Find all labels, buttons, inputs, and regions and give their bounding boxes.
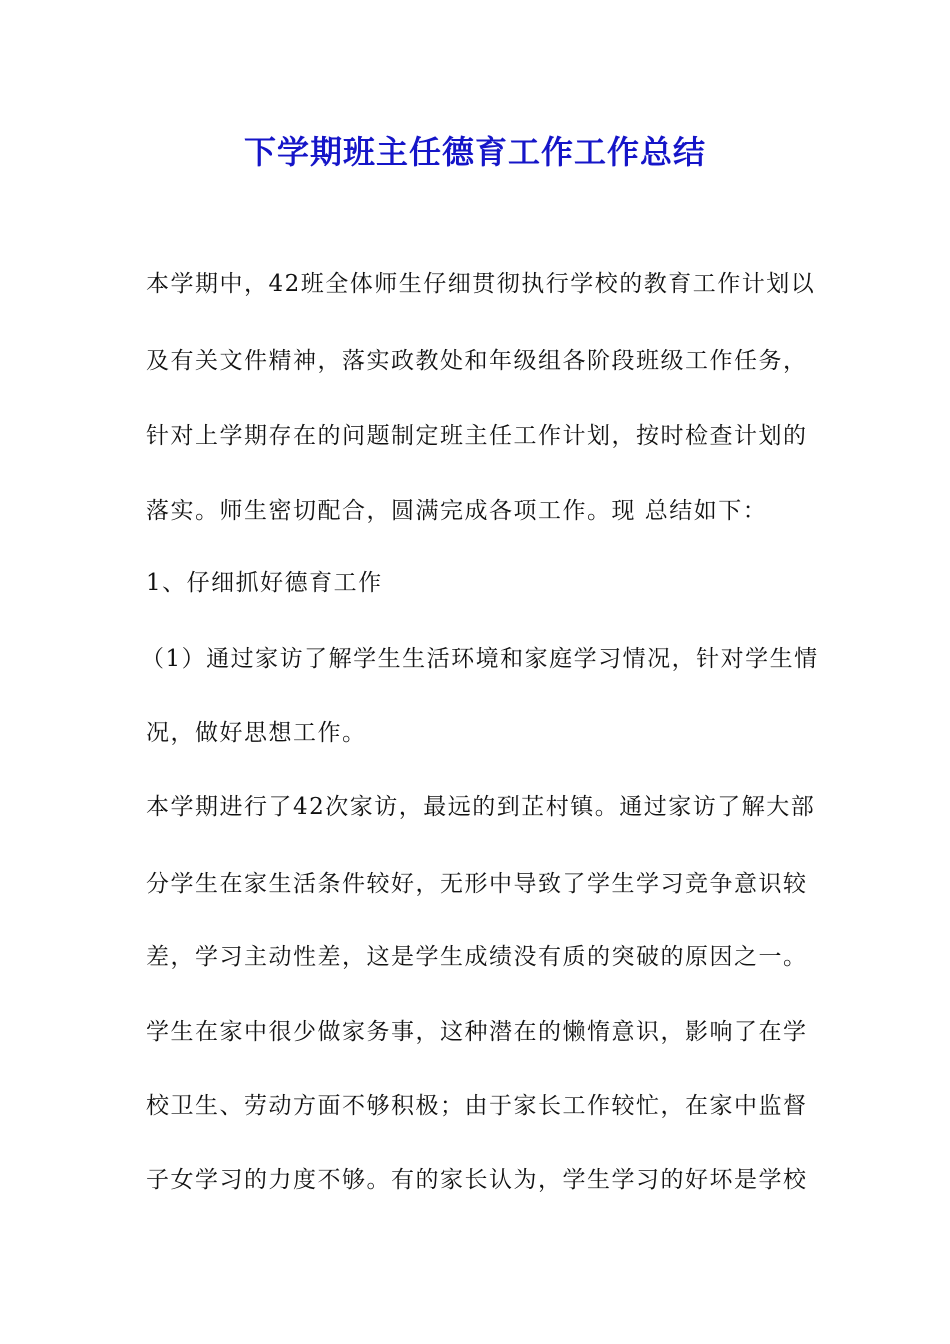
document-title: 下学期班主任德育工作工作总结 xyxy=(243,133,706,171)
paragraph-line: 本学期中，42班全体师生仔细贯彻执行学校的教育工作计划以 xyxy=(146,271,816,297)
paragraph-line: 差，学习主动性差，这是学生成绩没有质的突破的原因之一。 xyxy=(146,944,808,970)
paragraph-line: 况，做好思想工作。 xyxy=(146,720,367,746)
paragraph-line: （1）通过家访了解学生生活环境和家庭学习情况，针对学生情 xyxy=(141,646,819,672)
section-heading: 1、仔细抓好德育工作 xyxy=(146,570,383,596)
paragraph-line: 分学生在家生活条件较好，无形中导致了学生学习竞争意识较 xyxy=(146,871,808,897)
paragraph-line: 本学期进行了42次家访，最远的到芷村镇。通过家访了解大部 xyxy=(146,794,816,820)
paragraph-line: 校卫生、劳动方面不够积极；由于家长工作较忙，在家中监督 xyxy=(146,1093,808,1119)
paragraph-line: 及有关文件精神，落实政教处和年级组各阶段班级工作任务， xyxy=(146,348,808,374)
paragraph-line: 学生在家中很少做家务事，这种潜在的懒惰意识，影响了在学 xyxy=(146,1019,808,1045)
paragraph-line: 子女学习的力度不够。有的家长认为，学生学习的好坏是学校 xyxy=(146,1167,808,1193)
paragraph-line: 针对上学期存在的问题制定班主任工作计划，按时检查计划的 xyxy=(146,423,808,449)
paragraph-line: 落实。师生密切配合，圆满完成各项工作。现 总结如下： xyxy=(146,498,768,524)
